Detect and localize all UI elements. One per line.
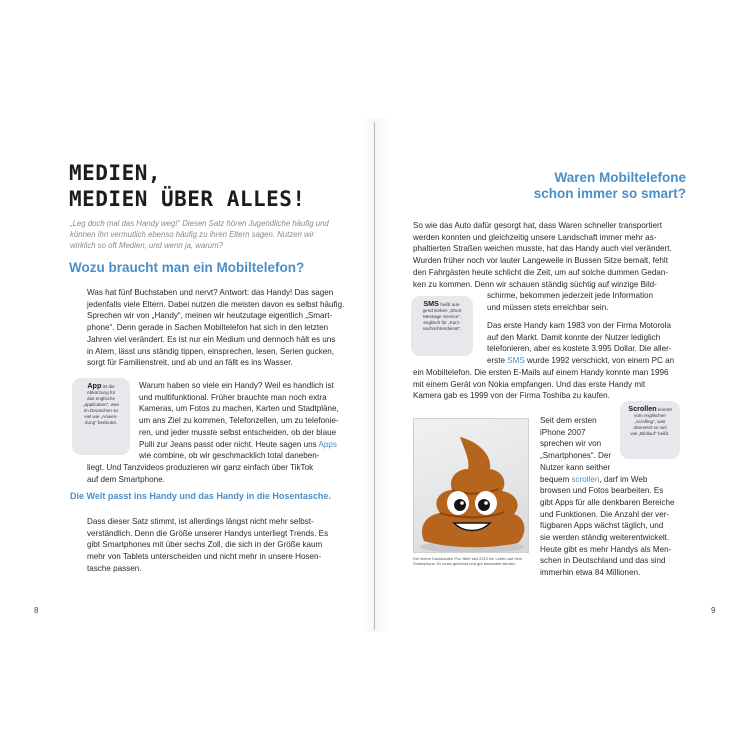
- right-paragraph-2: Das erste Handy kam 1983 von der Firma Motorola auf den Markt. Damit konnte der Nutzer lediglich telefonieren, aber es kostete 3.995 Dollar. Die aller- erste SMS wurde 1992 verschickt, von einem PC an: [487, 321, 675, 366]
- note-app: App ist die Abkürzung für das englische „application“, was im Deutschen so viel wie „Anwen- dung“ bedeutet.: [72, 378, 130, 455]
- poo-emoji-photo: [413, 418, 529, 553]
- sms-term-link: SMS: [507, 356, 525, 366]
- note-scrollen-term: Scrollen: [628, 404, 657, 413]
- note-app-term: App: [87, 381, 102, 390]
- chapter-intro: „Leg doch mal das Handy weg!“ Diesen Satz hören Jugendliche häufig und können ihn vermutlich ebenso häufig zu ihren Eltern sagen. Nutzen wir wirklich so oft Medien, und wenn ja, warum?: [70, 219, 329, 250]
- chapter-title: MEDIEN, MEDIEN ÜBER ALLES!: [69, 161, 306, 211]
- left-paragraph-2-tail: liegt. Und Tanzvideos produzieren wir ganz einfach über TikTok auf dem Smartphone.: [87, 463, 314, 484]
- right-paragraph-1-narrow: schirme, bekommen jederzeit jede Information und müssen stets erreichbar sein.: [487, 291, 653, 312]
- poo-emoji-plush-icon: [414, 419, 529, 553]
- right-paragraph-2-full: ein Mobiltelefon. Die ersten E-Mails auf einem Handy konnte man 1996 mit einem Gerät von Nokia empfangen. Und das erste Handy mit Kamera gab es 1999 von der Firma Toshiba zu kaufen.: [413, 368, 669, 401]
- left-paragraph-2: Warum haben so viele ein Handy? Weil es handlich ist und multifunktional. Früher brauchte man noch extra Kameras, um Fotos zu machen, Karten und Stadtpläne, um ans Ziel zu kommen, Telefonzellen, um zu telefonie- ren, und jeder musste selbst entscheiden, ob der blaue Pulli zur Jeans passt oder nicht. Heute sagen uns Apps wie combine, ob wir geschmacklich total daneben-: [139, 381, 339, 461]
- note-sms-term: SMS: [423, 299, 439, 308]
- section-heading: Wozu braucht man ein Mobiltelefon?: [69, 260, 305, 275]
- page-number-right: 9: [711, 606, 716, 615]
- gutter-line: [374, 122, 375, 630]
- scrollen-term-link: scrollen: [571, 474, 600, 484]
- right-section-heading: Waren Mobiltelefone schon immer so smart?: [533, 170, 686, 201]
- left-paragraph-3: Dass dieser Satz stimmt, ist allerdings längst nicht mehr selbst- verständlich. Denn die Größe unserer Handys unterliegt Trends. Es gibt Smartphones mit über sechs Zoll, die sich in der Größe kaum mehr von Tablets unterscheiden und nicht mehr in unsere Hosen- tasche passen.: [87, 517, 329, 573]
- apps-term-link: Apps: [318, 439, 337, 449]
- right-paragraph-3: Seit dem ersten iPhone 2007 sprechen wir von „Smartphones“. Der Nutzer kann seither bequem scrollen, darf im Web browsen und Fotos bearbeiten. Es gibt Apps für alle denkbaren Bereiche und Funktionen. Die Anzahl der ver- fügbaren Apps wächst täglich, und sie werden ständig weiterentwickelt. Heute gibt es mehr Handys als Men- schen in Deutschland und das sind immerhin etwa 84 Millionen.: [540, 416, 675, 578]
- page-number-left: 8: [34, 606, 39, 615]
- note-sms: SMS heißt aus- geschrieben „Short Message Service“, englisch für „Kurz- nachrichtendienst“.: [411, 296, 473, 356]
- subheading: Die Welt passt ins Handy und das Handy in die Hosentasche.: [70, 491, 331, 501]
- note-scrollen: Scrollen kommt vom englischen „scrolling“, was übersetzt so viel wie „Bildlauf“ heißt.: [620, 401, 680, 459]
- left-paragraph-1: Was hat fünf Buchstaben und nervt? Antwort: das Handy! Das sagen jedenfalls viele Eltern. Dabei nutzen die meisten davon es selbst häufig. Sprechen wir von „Handy“, meinen wir heutzutage eigentlich „Smart- phone“. Denn gerade in Sachen Mobiltelefon hat sich in den letzten Jahren viel verändert. Es ist nur ein Medium und dennoch hält es uns in Atem, lässt uns ständig tippen, einsprechen, lesen, Serien gucken, sorgt für Familienstreit, und ab und an fällt es ins Wasser.: [87, 288, 345, 368]
- gutter-shadow: [362, 118, 388, 632]
- right-paragraph-1: So wie das Auto dafür gesorgt hat, dass Waren schneller transportiert werden konnten und gleichzeitig unsere Landschaft immer mehr as- phaltierten Straßen weichen musste, hat das Handy auch viel verändert. Wurden früher noch vor lauter Langeweile in Bussen Sitze bemalt, fehlt den Fahrgästen heute schlicht die Zeit, um auf solche dummen Gedan- ken zu kommen. Denn wir schauen ständig süchtig auf winzige Bild-: [413, 221, 672, 289]
- photo-caption: Der kleine Kackhaufen Poo fährt seit 2012 ein Leben auf dem Smartphone. Er muss gedrückt und gut behandelt werden.: [413, 556, 523, 567]
